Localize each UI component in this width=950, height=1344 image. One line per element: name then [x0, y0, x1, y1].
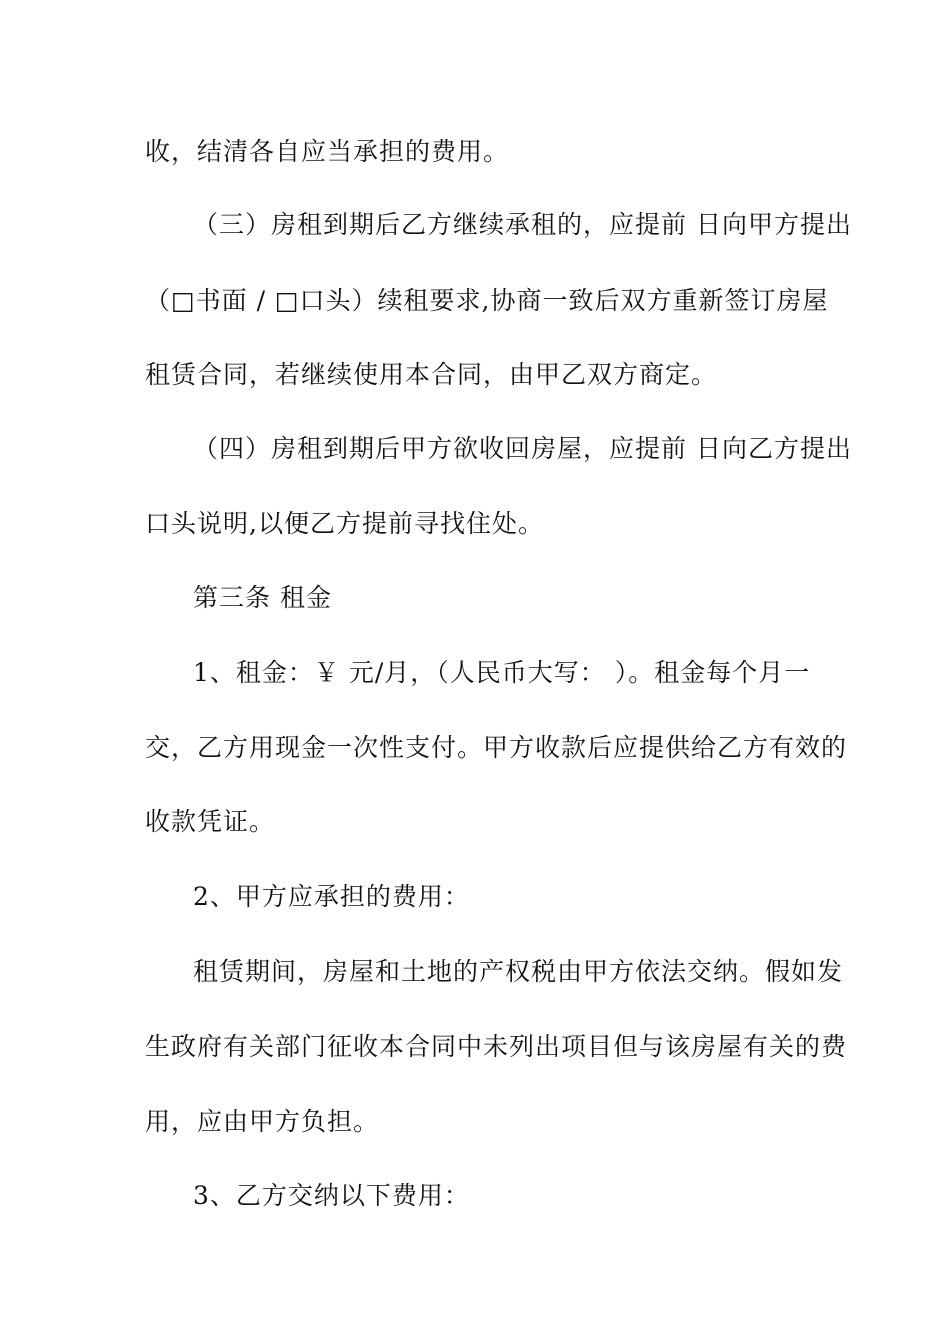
text-line-11: 2、甲方应承担的费用：	[193, 882, 470, 911]
text-line-1: 收，结清各自应当承担的费用。	[145, 137, 510, 166]
text-line-10: 收款凭证。	[145, 807, 276, 836]
text-line-4: 租赁合同，若继续使用本合同，由甲乙双方商定。	[145, 360, 718, 389]
text-line-9: 交，乙方用现金一次性支付。甲方收款后应提供给乙方有效的	[145, 733, 848, 762]
text-line-5: （四）房租到期后甲方欲收回房屋，应提前 日向乙方提出	[193, 434, 852, 463]
text-line-12: 租赁期间，房屋和土地的产权税由甲方依法交纳。假如发	[193, 957, 844, 986]
text-line-3: （□书面 / □口头）续租要求,协商一致后双方重新签订房屋	[145, 286, 829, 315]
text-line-15: 3、乙方交纳以下费用：	[193, 1181, 470, 1210]
section-heading-rent: 第三条 租金	[193, 583, 332, 612]
text-line-8: 1、租金：￥ 元/月，（人民币大写： ）。租金每个月一	[193, 658, 811, 687]
text-line-13: 生政府有关部门征收本合同中未列出项目但与该房屋有关的费	[145, 1032, 848, 1061]
text-line-2: （三）房租到期后乙方继续承租的，应提前 日向甲方提出	[193, 210, 852, 239]
text-line-6: 口头说明,以便乙方提前寻找住处。	[145, 509, 544, 538]
text-line-14: 用，应由甲方负担。	[145, 1107, 380, 1136]
